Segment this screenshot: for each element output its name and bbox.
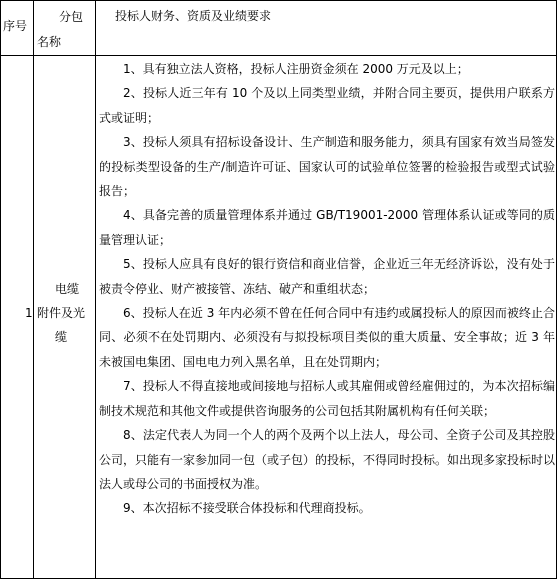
header-package-name-line1: 分包 bbox=[59, 10, 84, 24]
requirement-item: 8、法定代表人为同一个人的两个及两个以上法人，母公司、全资子公司及其控股公司，只能有一家参加同一包（或子包）的投标，不得同时投标。如出现多家投标时以法人或母公司的书面授权为准。 bbox=[99, 428, 556, 491]
header-requirements: 投标人财务、资质及业绩要求 bbox=[115, 9, 272, 23]
row-package-name-line3: 缆 bbox=[55, 330, 68, 344]
requirement-item: 1、具有独立法人资格，投标人注册资金须在 2000 万元及以上； bbox=[123, 62, 469, 76]
requirement-item: 2、投标人近三年有 10 个及以上同类型业绩，并附合同主要页，提供用户联系方式或证明； bbox=[99, 86, 555, 125]
requirements-list bbox=[99, 57, 555, 521]
row-package-name-line2: 附件及光 bbox=[37, 306, 86, 320]
requirement-item: 5、投标人应具有良好的银行资信和商业信誉，企业近三年无经济诉讼，没有处于被责令停业、财产被接管、冻结、破产和重组状态； bbox=[99, 257, 555, 296]
header-divider bbox=[1, 55, 556, 56]
requirement-item: 4、具备完善的质量管理体系并通过 GB/T19001-2000 管理体系认证或等同的质量管理认证； bbox=[99, 208, 555, 247]
row-serial-number: 1 bbox=[25, 306, 33, 320]
requirement-item: 9、本次招标不接受联合体投标和代理商投标。 bbox=[123, 501, 371, 516]
header-package-name-line2: 名称 bbox=[37, 35, 62, 49]
row-package-name bbox=[37, 277, 95, 349]
requirement-item: 6、投标人在近 3 年内必须不曾在任何合同中有违约或属投标人的原因而被终止合同、必须不在处罚期内、必须没有与拟投标项目类似的重大质量、安全事故；近 3 年未被国电集团、国电电力列入黑名单，且在处罚期内； bbox=[99, 306, 555, 369]
row-package-name-line1: 电缆 bbox=[55, 282, 80, 296]
requirement-item: 7、投标人不得直接地或间接地与招标人或其雇佣或曾经雇佣过的，为本次招标编制技术规范和其他文件或提供咨询服务的公司包括其附属机构有任何关联； bbox=[99, 379, 555, 418]
header-package-name bbox=[37, 5, 93, 55]
header-serial-number: 序号 bbox=[3, 19, 28, 33]
requirement-item: 3、投标人须具有招标设备设计、生产制造和服务能力，须具有国家有效当局签发的投标类型设备的生产/制造许可证、国家认可的试验单位签署的检验报告或型式试验报告； bbox=[99, 135, 555, 199]
column-divider bbox=[33, 1, 34, 578]
column-divider bbox=[95, 1, 96, 578]
